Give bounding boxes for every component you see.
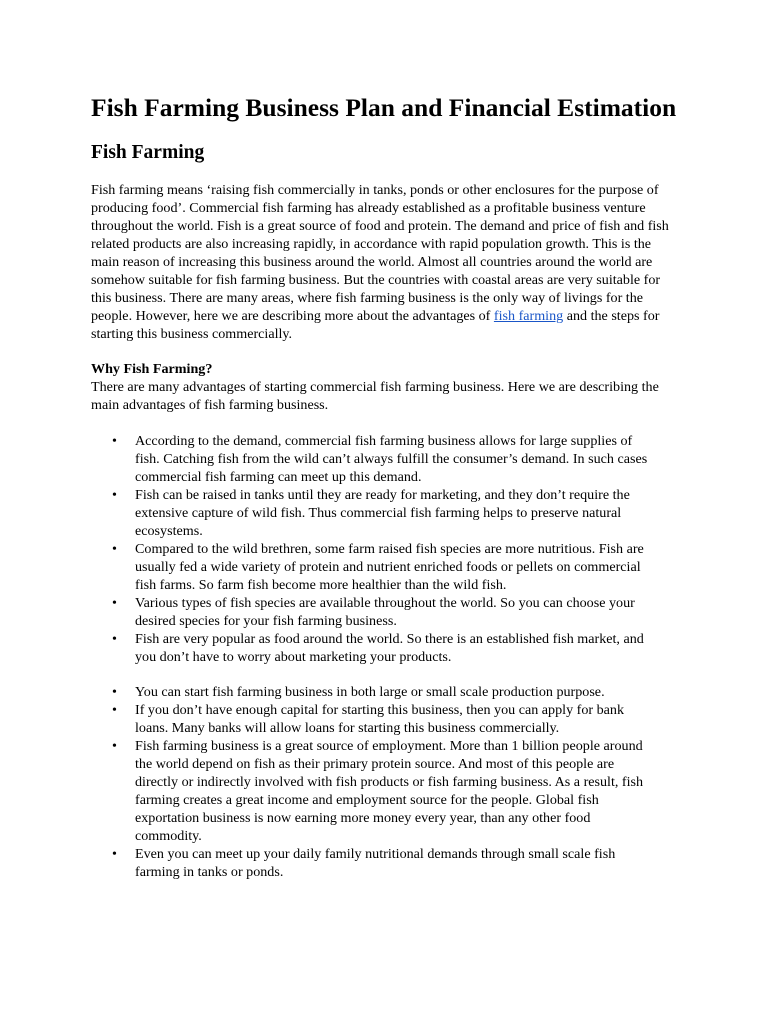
list-item (91, 630, 656, 666)
list-item (91, 845, 656, 881)
list-item-text: You can start fish farming business in both large or small scale production purpose. (135, 684, 605, 700)
list-item (91, 594, 656, 630)
list-item-text: Even you can meet up your daily family nutritional demands through small scale fish farming in tanks or ponds. (135, 846, 616, 880)
fish-farming-link[interactable]: fish farming (493, 308, 564, 324)
list-item-text: Various types of fish species are available throughout the world. So you can choose your desired species for your fish farming business. (135, 595, 635, 629)
list-item-text: According to the demand, commercial fish farming business allows for large supplies of fish. Catching fish from the wild can’t always fulfill the consumer’s demand. In such cases commercial fish farming can meet up this demand. (135, 433, 648, 485)
bullet-point: • (112, 487, 117, 503)
list-item-text: Compared to the wild brethren, some farm raised fish species are more nutritious. Fish are usually fed a wide variety of protein and nutrient enriched foods or pellets on commercial fish farms. So farm fish become more healthier than the wild fish. (135, 541, 644, 593)
section-heading: Fish Farming (91, 142, 205, 163)
intro-paragraph (91, 181, 677, 343)
list-item (91, 737, 656, 845)
list-item-text: Fish can be raised in tanks until they are ready for marketing, and they don’t require the extensive capture of wild fish. Thus commercial fish farming helps to preserve natural ecosystems. (135, 487, 630, 539)
bullet-point: • (112, 702, 117, 718)
list-item-text: If you don’t have enough capital for starting this business, then you can apply for bank loans. Many banks will allow loans for starting this business commercially. (135, 702, 624, 736)
document-title: Fish Farming Business Plan and Financial Estimation (91, 93, 677, 122)
bullet-point: • (112, 631, 117, 647)
bullet-point: • (112, 595, 117, 611)
list-item (91, 486, 656, 540)
list-item-text: Fish are very popular as food around the world. So there is an established fish market, and you don’t have to worry about marketing your products. (135, 631, 644, 665)
advantages-list-continued (91, 683, 656, 881)
bullet-point: • (112, 738, 117, 754)
bullet-point: • (112, 846, 117, 862)
why-fish-farming-text: There are many advantages of starting commercial fish farming business. Here we are describing the main advantages of fish farming business. (91, 379, 659, 413)
advantages-list (91, 432, 656, 666)
bullet-point: • (112, 684, 117, 700)
why-fish-farming-heading: Why Fish Farming? (91, 361, 213, 377)
list-item-text: Fish farming business is a great source of employment. More than 1 billion people around the world depend on fish as their primary protein source. And most of this people are directly or indirectly involved with fish products or fish farming business. As a result, fish farming creates a great income and employment source for the people. Global fish exportation business is now earning more money every year, than any other food commodity. (135, 738, 644, 844)
list-item (91, 701, 656, 737)
bullet-point: • (112, 433, 117, 449)
list-item (91, 540, 656, 594)
intro-text-after-link: and the steps for starting this business commercially. (91, 308, 660, 342)
list-item (91, 432, 656, 486)
list-item (91, 683, 656, 701)
intro-text-before-link: Fish farming means ‘raising fish commercially in tanks, ponds or other enclosures for the purpose of producing food’. Commercial fish farming has already established as a profitable business venture throughout the world. Fish is a great source of food and protein. The demand and price of fish and fish related products are also increasing rapidly, in accordance with rapid population growth. This is the main reason of increasing this business around the world. Almost all countries around the world are somehow suitable for fish farming business. But the countries with coastal areas are very suitable for this business. There are many areas, where fish farming business is the only way of livings for the people. However, here we are describing more about the advantages of (91, 182, 669, 324)
bullet-point: • (112, 541, 117, 557)
